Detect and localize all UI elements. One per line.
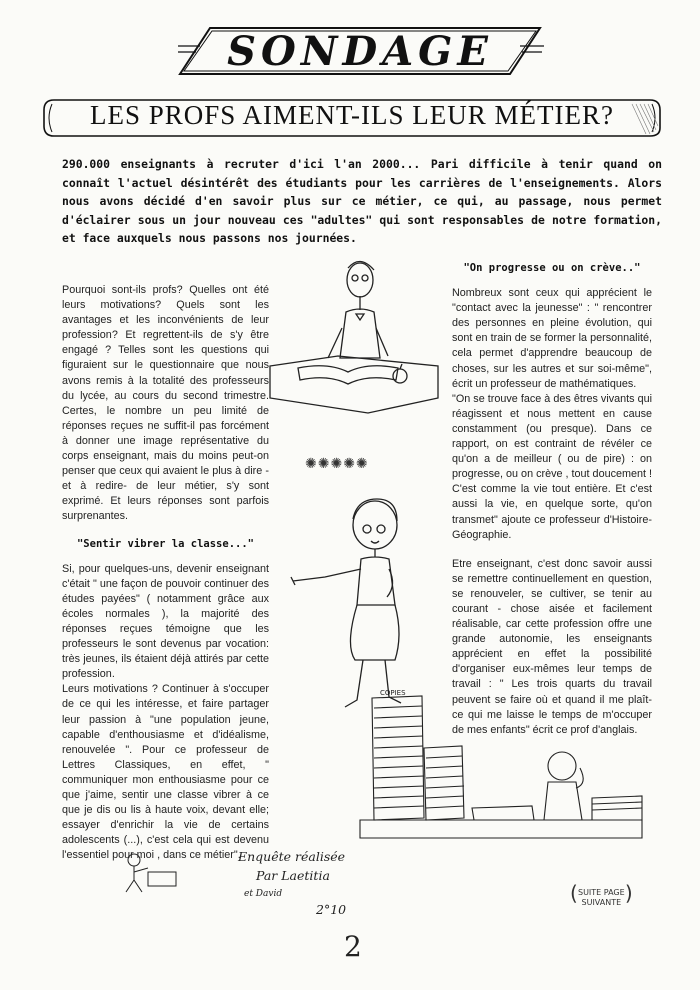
- right-heading: "On progresse ou on crève..": [463, 262, 641, 274]
- left-heading: "Sentir vibrer la classe...": [76, 537, 254, 550]
- credit-line-4: 2°10: [316, 902, 347, 917]
- star-separator: ✺✺✺✺✺: [305, 455, 369, 471]
- left-column: [62, 283, 269, 863]
- right-paragraph-2: "On se trouve face à des êtres vivants qui réagissent et nous mettent en cause constamment (ou presque). Dans ce rapport, on est contraint de révéler ce qu'on a de meilleur ( ou de pire) : on progresse, ou on crève , tout doucement ! C'est comme la vie tout entière. Et c'est aussi la vie, en quelque sorte, qu'on transmet" ajoute ce professeur d'Histoire-Géographie.: [452, 392, 652, 541]
- page-number: 2: [344, 930, 362, 963]
- stacks-of-copies-drawing-icon: [352, 688, 652, 853]
- continued-line-2: SUIVANTE: [581, 898, 622, 907]
- credit-block: [238, 847, 346, 919]
- copies-label: COPIES: [380, 689, 406, 697]
- banner-title: SONDAGE: [227, 28, 493, 75]
- left-paragraph-1: Pourquoi sont-ils profs? Quelles ont été leurs motivations? Quels sont les avantages et les inconvénients de leur profession? Et regrettent-ils de s'y être engagé ? Telles sont les questions qui figuraient sur le questionnaire que nous avons remis à la totalité des professeurs du lycée, au cours du second trimestre. Certes, le nombre un peu limité de réponses reçues ne suffit-il pas forcément à donner une image représentative du corps enseignant, mais du moins peut-on penser que ceux qui avaient le plus à dire - et à redire- de leur métier, s'y sont exprimé. Et leurs réponses sont parfois surprenantes.: [62, 284, 269, 523]
- continued-line-1: ( SUITE PAGE: [578, 888, 625, 897]
- continued-note: [578, 888, 625, 908]
- left-paragraph-2: Si, pour quelques-uns, devenir enseignant c'était " une façon de pouvoir continuer des études payées" ( notamment grâce aux écoles normales ), la majorité des réponses reçues témoigne que les professeurs le sont devenus par vocation: très jeunes, ils étaient déjà attirés par cette profession.: [62, 562, 269, 681]
- credit-line-2: Par Laetitia: [256, 868, 330, 883]
- right-paragraph-3: Etre enseignant, c'est donc savoir aussi se remettre continuellement en question, se renouveler, se cultiver, se tenir au courant - chose aisée et facilement réalisable, car cette profession offre une grande autonomie, les enseignants apprécient en effet la possibilité d'organiser eux-mêmes leur temps de travail : " Les trois quarts du travail peuvent se faire où et quand il me plaît- ce qui me laisse le temps de m'occuper de mes enfants" écrit ce prof d'anglais.: [452, 557, 652, 736]
- credit-line-1: Enquête réalisée: [238, 849, 346, 864]
- right-column: [452, 262, 652, 738]
- right-paragraph-1: Nombreux sont ceux qui apprécient le "contact avec la jeunesse" : " rencontrer des personnes en pleine évolution, qui sont en train de se former la personnalité, cela permet d'apprendre beaucoup de choses, sur les autres et sur soi-même", écrit un professeur de mathématiques.: [452, 287, 652, 390]
- left-paragraph-3: Leurs motivations ? Continuer à s'occuper de ce qui les intéresse, et faire partager leur passion à "une population jeune, capable d'enthousiasme et d'idéalisme, renouvelée ". Pour ce professeur de Lettres Classiques, en effet, " communiquer mon enthousiasme pour ce que j'aime, sentir une classe vibrer à ce que je dis ou lis à haute voix, devant elle; essayer d'enrichir la vie de certains adolescents (...), c'est cela qui est devenu l'essentiel pour moi , dans ce métier".: [62, 683, 269, 862]
- woman-presenting-drawing-icon: [285, 485, 420, 715]
- credit-line-3: et David: [244, 889, 283, 899]
- subtitle-scroll: [42, 94, 662, 140]
- small-teacher-at-board-drawing-icon: [118, 850, 178, 895]
- intro-paragraph: 290.000 enseignants à recruter d'ici l'an 2000... Pari difficile à tenir quand on connaît l'actuel désintérêt des étudiants pour les carrières de l'enseignements. Alors nous avons décidé d'en savoir plus sur ce métier, ce qui, au passage, nous permet d'éclairer sous un jour nouveau ces "adultes" qui sont responsables de notre formation, et face auxquels nous passons nos journées.: [62, 157, 662, 246]
- sondage-banner: [170, 22, 550, 80]
- teacher-at-desk-drawing-icon: [268, 248, 443, 423]
- page-title: LES PROFS AIMENT-ILS LEUR MÉTIER?: [89, 100, 615, 130]
